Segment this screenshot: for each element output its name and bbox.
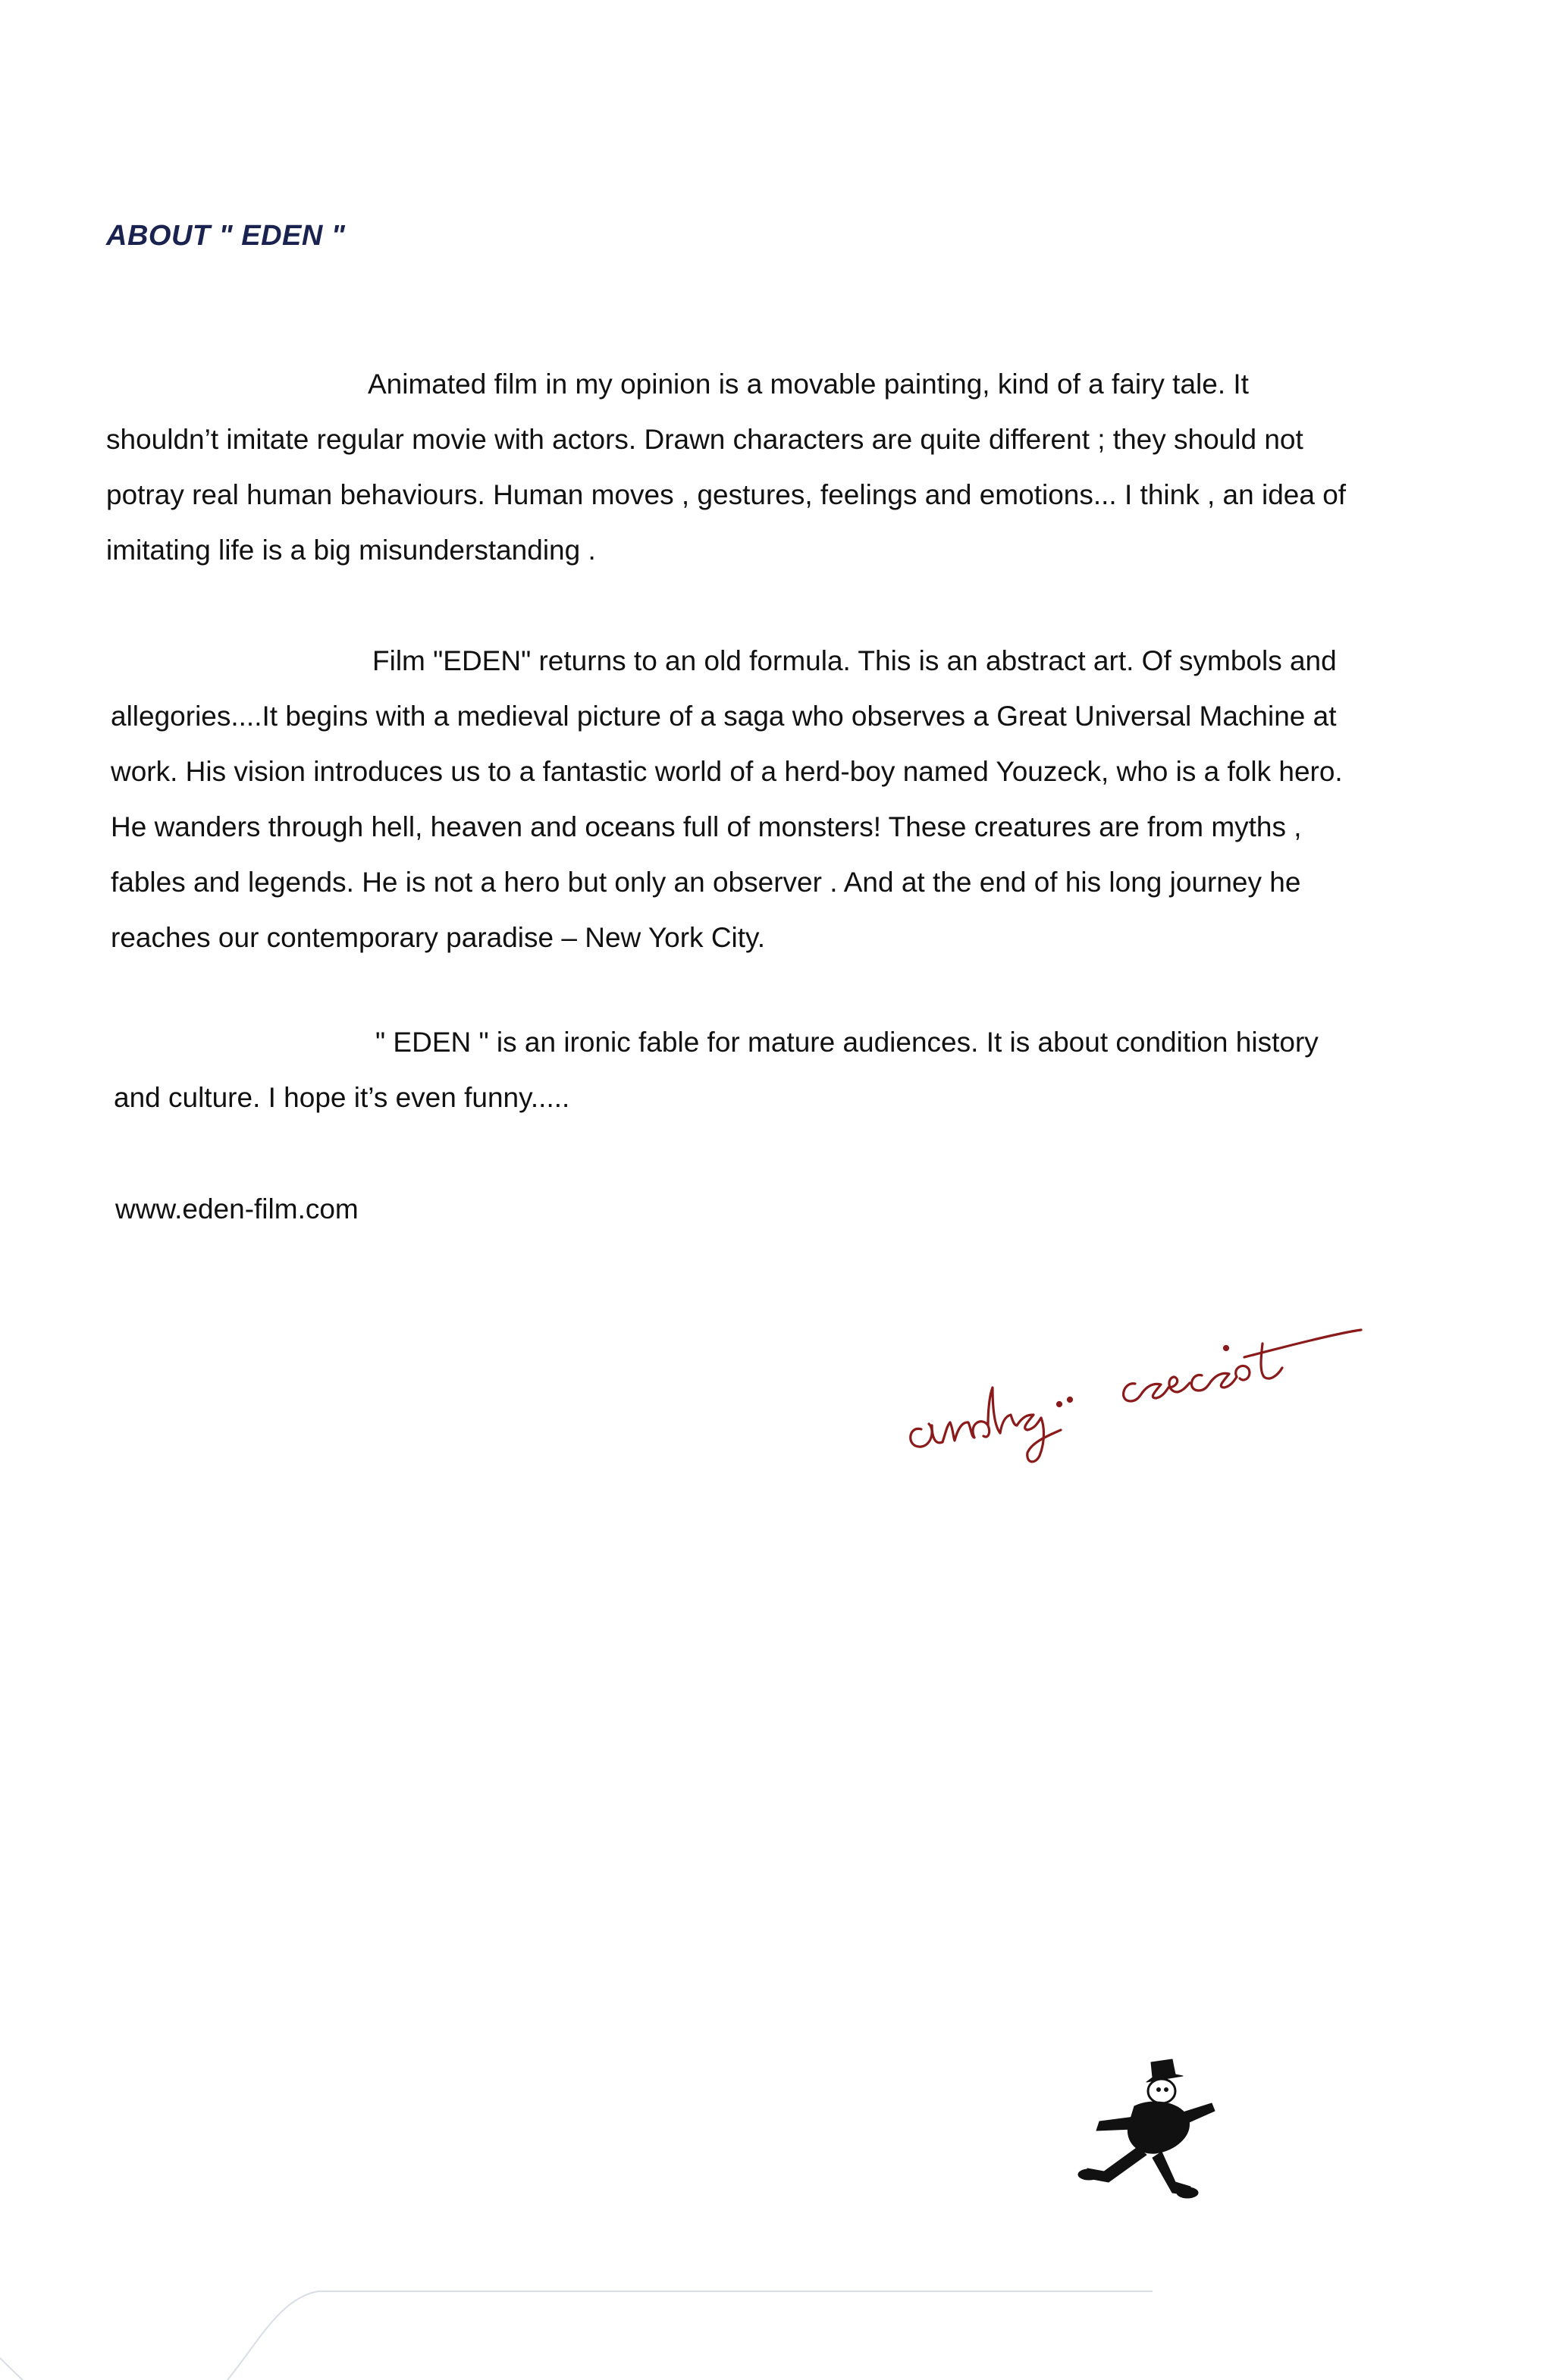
signature-icon	[899, 1274, 1369, 1471]
document-heading: ABOUT " EDEN "	[106, 220, 346, 252]
paragraph-1: Animated film in my opinion is a movable painting, kind of a fairy tale. It shouldn’t imitate regular movie with actors. Drawn characters are quite different ; they should not potray real human behaviours. Human moves , gestures, feelings and emotions... I think , an idea of imitating life is a big misunderstanding .	[106, 368, 1347, 566]
paragraph-2: Film "EDEN" returns to an old formula. This is an abstract art. Of symbols and allegories....It begins with a medieval picture of a saga who observes a Great Universal Machine at work. His vision introduces us to a fantastic world of a herd-boy named Youzeck, who is a folk hero. He wanders through hell, heaven and oceans full of monsters! These creatures are from myths , fables and legends. He is not a hero but only an observer . And at the end of his long journey he reaches our contemporary paradise – New York City.	[111, 645, 1343, 953]
running-figure-icon	[1062, 2047, 1228, 2206]
paragraph-3: " EDEN " is an ironic fable for mature audiences. It is about condition history and culture. I hope it’s even funny.....	[114, 1027, 1319, 1113]
website-link[interactable]: www.eden-film.com	[115, 1193, 359, 1224]
page-fold-line	[0, 2244, 1562, 2380]
